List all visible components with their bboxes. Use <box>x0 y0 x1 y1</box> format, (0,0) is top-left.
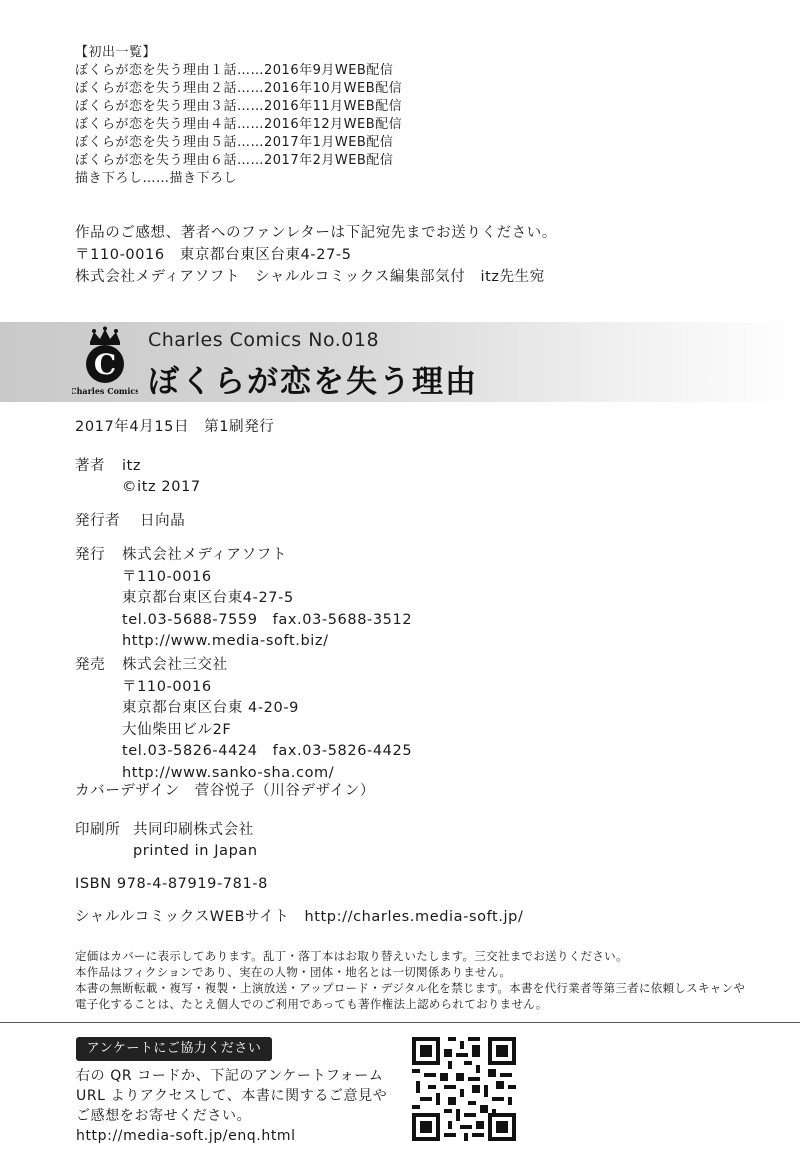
first-appearance-line: ぼくらが恋を失う理由４話……2016年12月WEB配信 <box>75 117 403 132</box>
logo-text: Charles Comics <box>72 386 138 396</box>
publisher-line: 〒110-0016 <box>122 568 212 585</box>
issue-date: 2017年4月15日 第1刷発行 <box>75 419 275 435</box>
first-appearance-list <box>75 44 402 188</box>
first-appearance-line: ぼくらが恋を失う理由６話……2017年2月WEB配信 <box>75 153 394 168</box>
survey-line: ご感想をお寄せください。 <box>76 1108 252 1124</box>
distributor-line: 株式会社三交社 <box>122 657 228 673</box>
charles-comics-logo <box>72 326 138 398</box>
survey-url[interactable]: http://media-soft.jp/enq.html <box>76 1128 296 1144</box>
distributor-line: http://www.sanko-sha.com/ <box>122 764 335 781</box>
publisher-line: 株式会社メディアソフト <box>122 547 287 563</box>
crown-icon <box>72 326 138 398</box>
distributor-label: 発売 <box>75 657 106 673</box>
legal-notices <box>75 948 745 1012</box>
notice-line: 定価はカバーに表示してあります。乱丁・落丁本はお取り替えいたします。三交社までお送りください。 <box>75 949 628 963</box>
first-appearance-line: ぼくらが恋を失う理由３話……2016年11月WEB配信 <box>75 99 403 114</box>
author-label: 著者 <box>75 458 106 474</box>
publisher-info <box>122 545 412 653</box>
cover-design: カバーデザイン 菅谷悦子（川谷デザイン） <box>75 783 375 799</box>
author-line: ©itz 2017 <box>122 479 201 495</box>
survey-line: URL よりアクセスして、本書に関するご意見や <box>76 1088 388 1104</box>
notice-line: 本書の無断転載・複写・複製・上演放送・アップロード・デジタル化を禁じます。本書を代行業者等第三者に依頼しスキャンや <box>75 981 746 995</box>
first-appearance-line: ぼくらが恋を失う理由１話……2016年9月WEB配信 <box>75 63 394 78</box>
distributor-info <box>122 655 412 784</box>
qr-code-icon[interactable] <box>412 1037 516 1141</box>
fan-letter-line: 作品のご感想、著者へのファンレターは下記宛先までお送りください。 <box>75 225 557 241</box>
website: シャルルコミックスWEBサイト http://charles.media-soft.jp/ <box>75 909 524 925</box>
publisher-person-label: 発行者 <box>75 513 121 529</box>
printer-label: 印刷所 <box>75 822 121 838</box>
publisher-line: http://www.media-soft.biz/ <box>122 633 329 649</box>
series-number: Charles Comics No.018 <box>148 329 380 351</box>
survey-line: 右の QR コードか、下記のアンケートフォーム <box>76 1068 384 1084</box>
printer-line: printed in Japan <box>133 843 258 859</box>
publisher-line: tel.03-5688-7559 fax.03-5688-3512 <box>122 611 413 628</box>
survey-badge: アンケートにご協力ください <box>76 1037 272 1061</box>
publisher-person: 日向晶 <box>140 513 186 529</box>
first-appearance-line: 描き下ろし……描き下ろし <box>75 171 238 186</box>
distributor-line: tel.03-5826-4424 fax.03-5826-4425 <box>122 743 413 759</box>
fan-letter-section <box>75 222 557 288</box>
author-line: itz <box>122 458 142 474</box>
printer-line: 共同印刷株式会社 <box>133 822 254 838</box>
notice-line: 電子化することは、たとえ個人でのご利用であっても著作権法上認められておりません。 <box>75 997 548 1011</box>
first-appearance-heading: 【初出一覧】 <box>75 45 157 60</box>
printer-info <box>133 820 258 862</box>
logo-letter: C <box>93 348 117 381</box>
isbn: ISBN 978-4-87919-781-8 <box>75 876 268 892</box>
fan-letter-line: 株式会社メディアソフト シャルルコミックス編集部気付 itz先生宛 <box>75 269 545 285</box>
distributor-line: 東京都台東区台東 4-20-9 <box>122 700 299 716</box>
publisher-line: 東京都台東区台東4-27-5 <box>122 590 294 606</box>
distributor-line: 〒110-0016 <box>122 678 212 695</box>
distributor-line: 大仙柴田ビル2F <box>122 721 232 738</box>
fan-letter-line: 〒110-0016 東京都台東区台東4-27-5 <box>75 247 352 263</box>
author-info <box>122 456 201 498</box>
book-title: ぼくらが恋を失う理由 <box>148 364 478 400</box>
notice-line: 本作品はフィクションであり、実在の人物・団体・地名とは一切関係ありません。 <box>75 965 512 979</box>
first-appearance-line: ぼくらが恋を失う理由２話……2016年10月WEB配信 <box>75 81 403 96</box>
first-appearance-line: ぼくらが恋を失う理由５話……2017年1月WEB配信 <box>75 135 394 150</box>
survey-text <box>76 1066 387 1146</box>
divider <box>0 1022 800 1023</box>
publisher-label: 発行 <box>75 547 106 563</box>
